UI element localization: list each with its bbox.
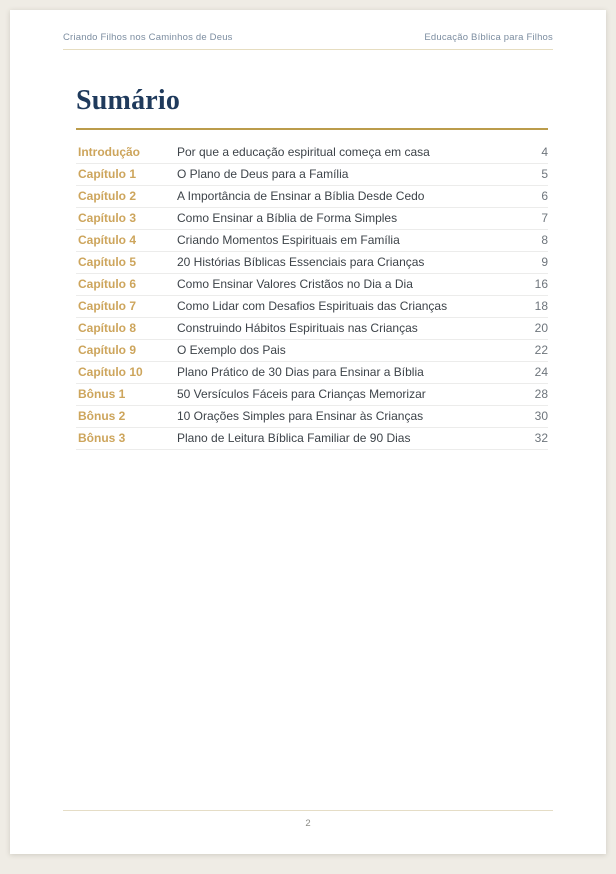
toc-entry-label: Capítulo 5 — [78, 255, 137, 269]
toc-entry-title: O Exemplo dos Pais — [177, 343, 286, 357]
toc-entry-page-number: 6 — [541, 189, 548, 203]
toc-entry[interactable] — [76, 208, 548, 230]
toc-entry-title: Plano Prático de 30 Dias para Ensinar a Bíblia — [177, 365, 424, 379]
toc-entry-page-number: 30 — [534, 409, 548, 423]
document-page — [10, 10, 606, 854]
toc-entry-label: Bônus 1 — [78, 387, 126, 401]
running-header — [63, 10, 553, 50]
page-title: Sumário — [76, 85, 181, 116]
toc-entry-page-number: 7 — [541, 211, 548, 225]
toc-entry-label: Bônus 3 — [78, 431, 126, 445]
toc-entry-page-number: 28 — [534, 387, 548, 401]
toc-entry-page-number: 8 — [541, 233, 548, 247]
toc-entry-title: Como Lidar com Desafios Espirituais das Crianças — [177, 299, 448, 313]
toc-entry-page-number: 18 — [534, 299, 548, 313]
toc-entry-title: 10 Orações Simples para Ensinar às Crianças — [177, 409, 424, 423]
header-right-text: Educação Bíblica para Filhos — [424, 32, 553, 43]
toc-entry[interactable] — [76, 142, 548, 164]
table-of-contents — [76, 142, 548, 450]
toc-entry[interactable] — [76, 186, 548, 208]
toc-entry-label: Capítulo 3 — [78, 211, 137, 225]
toc-entry-title: Como Ensinar Valores Cristãos no Dia a Dia — [177, 277, 413, 291]
toc-entry-page-number: 32 — [534, 431, 548, 445]
toc-entry-title: 20 Histórias Bíblicas Essenciais para Crianças — [177, 255, 425, 269]
title-divider — [76, 128, 548, 130]
toc-entry[interactable] — [76, 384, 548, 406]
toc-entry-label: Introdução — [78, 145, 140, 159]
toc-entry-label: Bônus 2 — [78, 409, 126, 423]
toc-entry-title: O Plano de Deus para a Família — [177, 167, 349, 181]
toc-entry-page-number: 5 — [541, 167, 548, 181]
toc-entry-page-number: 16 — [534, 277, 548, 291]
toc-entry-label: Capítulo 8 — [78, 321, 137, 335]
toc-entry-label: Capítulo 4 — [78, 233, 137, 247]
toc-entry[interactable] — [76, 406, 548, 428]
toc-entry-page-number: 20 — [534, 321, 548, 335]
toc-entry[interactable] — [76, 296, 548, 318]
toc-entry-title: 50 Versículos Fáceis para Crianças Memorizar — [177, 387, 426, 401]
toc-entry-page-number: 4 — [541, 145, 548, 159]
toc-entry-page-number: 9 — [541, 255, 548, 269]
toc-entry[interactable] — [76, 340, 548, 362]
toc-entry-title: Por que a educação espiritual começa em casa — [177, 145, 430, 159]
toc-entry-label: Capítulo 10 — [78, 365, 143, 379]
footer-page-number: 2 — [305, 818, 311, 829]
toc-entry-label: Capítulo 1 — [78, 167, 137, 181]
toc-entry-title: Como Ensinar a Bíblia de Forma Simples — [177, 211, 398, 225]
toc-entry[interactable] — [76, 230, 548, 252]
toc-entry-label: Capítulo 2 — [78, 189, 137, 203]
toc-entry-title: Criando Momentos Espirituais em Família — [177, 233, 400, 247]
toc-entry-page-number: 24 — [534, 365, 548, 379]
toc-entry-label: Capítulo 6 — [78, 277, 137, 291]
toc-entry-title: Construindo Hábitos Espirituais nas Crianças — [177, 321, 418, 335]
toc-entry-title: Plano de Leitura Bíblica Familiar de 90 Dias — [177, 431, 411, 445]
toc-entry[interactable] — [76, 252, 548, 274]
toc-entry[interactable] — [76, 318, 548, 340]
toc-entry-page-number: 22 — [534, 343, 548, 357]
toc-entry-label: Capítulo 9 — [78, 343, 137, 357]
toc-entry[interactable] — [76, 164, 548, 186]
header-left-text: Criando Filhos nos Caminhos de Deus — [63, 32, 233, 43]
running-footer — [63, 810, 553, 854]
toc-entry-title: A Importância de Ensinar a Bíblia Desde Cedo — [177, 189, 425, 203]
title-block — [76, 86, 548, 130]
toc-entry[interactable] — [76, 428, 548, 450]
toc-entry[interactable] — [76, 362, 548, 384]
toc-entry[interactable] — [76, 274, 548, 296]
toc-entry-label: Capítulo 7 — [78, 299, 137, 313]
